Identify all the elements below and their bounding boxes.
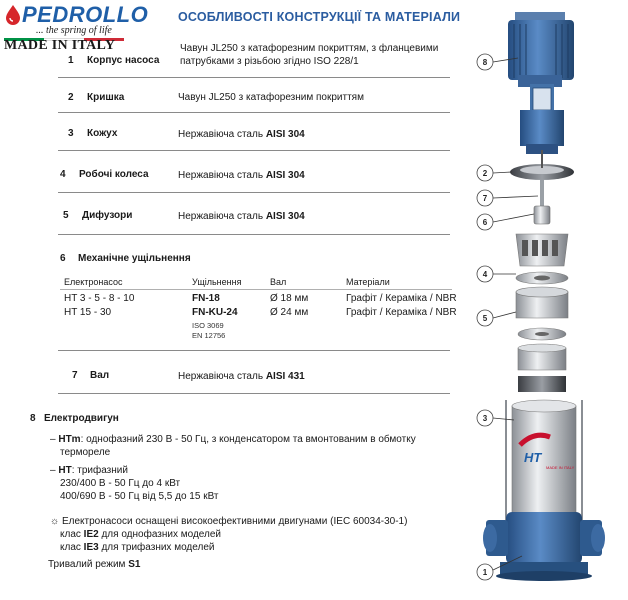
impeller-part <box>516 234 568 284</box>
callout-2 <box>477 165 493 181</box>
duty-mode <box>48 558 140 571</box>
class-suffix: для однофазних моделей <box>98 529 222 540</box>
htm-label: HTm <box>58 434 81 445</box>
bullet-dash: – <box>50 465 56 476</box>
ht-label: HT <box>58 465 72 476</box>
row-4-desc <box>178 169 305 182</box>
sleeve-made-in: MADE IN ITALY <box>546 465 575 470</box>
row-7-number: 7 <box>72 370 78 381</box>
svg-text:1: 1 <box>482 568 488 577</box>
svg-text:4: 4 <box>482 270 488 279</box>
seal-standard-iso: ISO 3069 <box>192 321 224 330</box>
logo-wordmark: PEDROLLO <box>22 2 149 27</box>
page-title: ОСОБЛИВОСТІ КОНСТРУКЦІЇ ТА МАТЕРІАЛИ <box>178 10 461 24</box>
row-1-desc-line2: патрубками з різьбою згідно ISO 228/1 <box>180 56 359 67</box>
row-3-number: 3 <box>68 128 74 139</box>
row-1-label: Корпус насоса <box>87 55 160 66</box>
row-5-desc <box>178 210 305 223</box>
row-4-number: 4 <box>60 169 66 180</box>
svg-text:2: 2 <box>482 169 488 178</box>
seal-row-1-materials: Графіт / Кераміка / NBR <box>346 293 457 304</box>
divider <box>58 77 450 78</box>
callout-3 <box>477 410 493 426</box>
class-suffix: для трифазних моделей <box>98 542 215 553</box>
callout-8 <box>477 54 493 70</box>
row-5-label: Дифузори <box>82 210 133 221</box>
sleeve-logo: HT <box>524 450 542 465</box>
svg-text:8: 8 <box>482 58 488 67</box>
seal-row-2-shaft: Ø 24 мм <box>270 307 309 318</box>
row-7-desc-text: Нержавіюча сталь <box>178 371 266 382</box>
row-8-label: Електродвигун <box>44 413 119 424</box>
row-6-label: Механічне ущільнення <box>78 253 191 264</box>
row-3-desc-material: AISI 304 <box>265 129 305 140</box>
exploded-pump-diagram <box>460 0 628 600</box>
seal-row-2-materials: Графіт / Кераміка / NBR <box>346 307 457 318</box>
made-in-italy: MADE IN ITALY <box>4 38 116 53</box>
svg-text:5: 5 <box>482 314 488 323</box>
efficiency-line2 <box>60 528 221 541</box>
row-7-label: Вал <box>90 370 110 381</box>
seal-header-seal: Ущільнення <box>192 277 242 287</box>
row-7-desc <box>178 370 305 383</box>
svg-text:3: 3 <box>482 414 488 423</box>
motor-part <box>508 12 574 154</box>
callout-4 <box>477 266 493 282</box>
brand-tagline: ... the spring of life <box>36 25 112 36</box>
htm-description: : однофазний 230 В - 50 Гц, з конденсатором та вмонтованим в обмотку <box>80 434 416 445</box>
motor-ht-line3: 400/690 В - 50 Гц від 5,5 до 15 кВт <box>60 491 219 502</box>
seal-header-materials: Матеріали <box>346 277 390 287</box>
callout-1 <box>477 564 493 580</box>
seal-row-2-pump: HT 15 - 30 <box>64 307 112 318</box>
divider <box>58 350 450 351</box>
duty-value: S1 <box>128 559 141 570</box>
divider <box>58 393 450 394</box>
diffuser-part <box>516 287 568 392</box>
divider <box>58 192 450 193</box>
class-prefix: клас <box>60 542 84 553</box>
divider <box>58 112 450 113</box>
efficiency-line1 <box>50 515 407 528</box>
motor-ht-line2: 230/400 В - 50 Гц до 4 кВт <box>60 478 181 489</box>
callout-6 <box>477 214 493 230</box>
seal-row-2-seal: FN-KU-24 <box>192 307 238 318</box>
row-6-number: 6 <box>60 253 66 264</box>
row-1-number: 1 <box>68 55 74 66</box>
sleeve-part <box>512 400 576 516</box>
duty-text: Тривалий режим <box>48 559 129 570</box>
row-5-desc-material: AISI 304 <box>265 211 305 222</box>
callout-7 <box>477 190 493 206</box>
motor-htm-text <box>50 433 455 446</box>
class-prefix: клас <box>60 529 84 540</box>
callout-5 <box>477 310 493 326</box>
svg-text:6: 6 <box>482 218 488 227</box>
seal-row-1-shaft: Ø 18 мм <box>270 293 309 304</box>
bullet-dash: – <box>50 434 56 445</box>
row-4-label: Робочі колеса <box>79 169 149 180</box>
table-rule <box>60 289 452 290</box>
row-2-desc: Чавун JL250 з катафорезним покриттям <box>178 92 364 103</box>
drop-icon <box>4 4 22 26</box>
divider <box>58 150 450 151</box>
efficiency-text: Електронасоси оснащені високоефективними двигунами (IEC 60034-30-1) <box>61 516 408 527</box>
row-1-desc <box>180 42 438 68</box>
row-3-label: Кожух <box>87 128 118 139</box>
row-3-desc-text: Нержавіюча сталь <box>178 129 266 140</box>
seal-part <box>534 206 550 224</box>
row-4-desc-material: AISI 304 <box>265 170 305 181</box>
seal-standard-en: EN 12756 <box>192 331 226 340</box>
row-5-desc-text: Нержавіюча сталь <box>178 211 266 222</box>
pump-body-part <box>483 512 605 581</box>
svg-text:7: 7 <box>482 194 488 203</box>
class-ie2: IE2 <box>83 529 99 540</box>
seal-header-pump: Електронасос <box>64 277 123 287</box>
class-ie3: IE3 <box>83 542 99 553</box>
divider <box>58 234 450 235</box>
row-5-number: 5 <box>63 210 69 221</box>
row-8-number: 8 <box>30 413 36 424</box>
row-7-desc-material: AISI 431 <box>265 371 305 382</box>
shaft-part <box>540 180 544 210</box>
row-3-desc <box>178 128 305 141</box>
motor-htm-line2: термореле <box>60 447 111 458</box>
row-1-desc-line1: Чавун JL250 з катафорезним покриттям, з фланцевими <box>180 43 439 54</box>
seal-row-1-seal: FN-18 <box>192 293 220 304</box>
row-2-label: Кришка <box>87 92 125 103</box>
row-4-desc-text: Нержавіюча сталь <box>178 170 266 181</box>
ht-description: : трифазний <box>71 465 128 476</box>
seal-row-1-pump: HT 3 - 5 - 8 - 10 <box>64 293 135 304</box>
seal-header-shaft: Вал <box>270 277 287 287</box>
efficiency-line3 <box>60 541 214 554</box>
row-2-number: 2 <box>68 92 74 103</box>
motor-ht-text <box>50 464 128 477</box>
efficiency-icon: ☼ <box>50 516 60 527</box>
